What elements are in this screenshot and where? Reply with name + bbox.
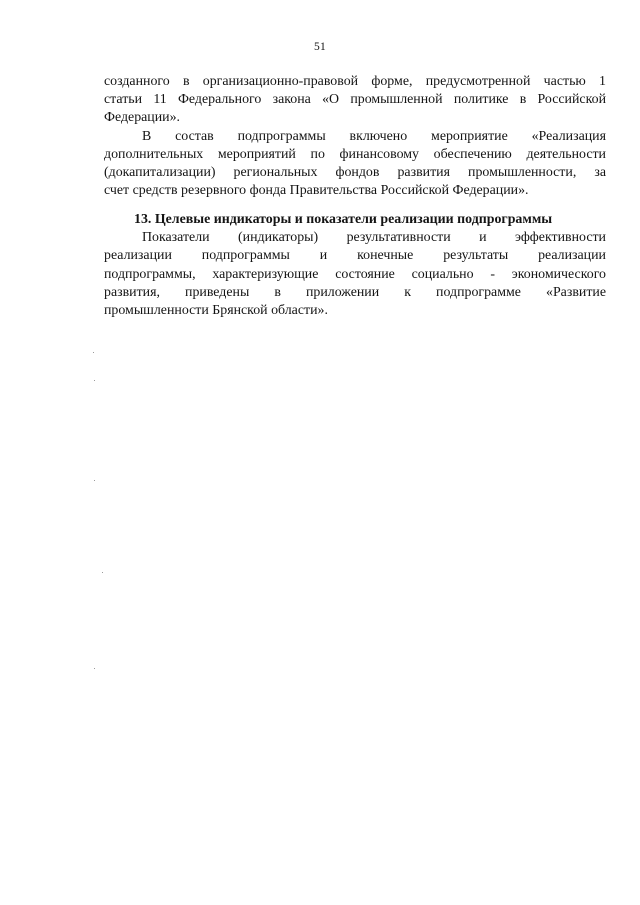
- scan-speck: [94, 668, 95, 669]
- section-13: [104, 211, 606, 320]
- paragraph-line: подпрограммы, характеризующие состояние социально - экономического: [104, 266, 606, 282]
- paragraph-line: созданного в организационно-правовой форме, предусмотренной частью 1: [104, 74, 606, 89]
- paragraph-line: промышленности Брянской области».: [104, 303, 328, 319]
- paragraph-line: Показатели (индикаторы) результативности и эффективности: [142, 230, 606, 246]
- paragraph-line: дополнительных мероприятий по финансовому обеспечению деятельности: [104, 146, 606, 162]
- scan-speck: [94, 380, 95, 381]
- page-number: 51: [313, 41, 327, 53]
- paragraph-line: реализации подпрограммы и конечные результаты реализации: [104, 248, 606, 264]
- paragraph-line: счет средств резервного фонда Правительства Российской Федерации».: [104, 183, 529, 199]
- paragraph-line: (докапитализации) региональных фондов развития промышленности, за: [104, 165, 606, 181]
- text-block-top: [104, 73, 606, 200]
- paragraph-indicators: [104, 229, 606, 320]
- paragraph-line: развития, приведены в приложении к подпрограмме «Развитие: [104, 284, 606, 300]
- scan-speck: [93, 352, 94, 353]
- paragraph-measure: [104, 128, 606, 201]
- paragraph-line: В состав подпрограммы включено мероприятие «Реализация: [142, 128, 606, 144]
- scan-speck: [102, 572, 103, 573]
- paragraph-continuation: [104, 73, 606, 128]
- paragraph-line: статьи 11 Федерального закона «О промышленной политике в Российской: [104, 92, 606, 108]
- scan-speck: [94, 480, 95, 481]
- section-heading: 13. Целевые индикаторы и показатели реализации подпрограммы: [134, 212, 553, 227]
- paragraph-line: Федерации».: [104, 110, 181, 126]
